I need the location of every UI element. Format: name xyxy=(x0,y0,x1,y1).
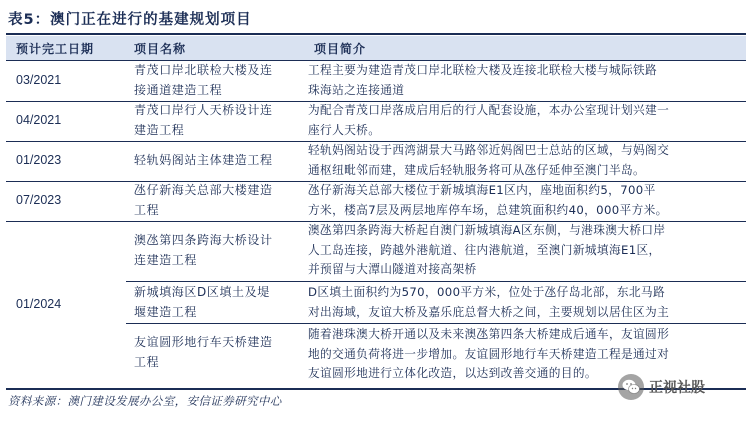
row-divider xyxy=(126,281,746,282)
row-divider xyxy=(126,323,746,324)
row-desc: 氹仔新海关总部大楼位于新城填海E1区内，座地面积约5，700平 方米，楼高7层及两层地库停车场，总建筑面积约40，000平方米。 xyxy=(308,183,668,217)
wechat-icon xyxy=(618,374,644,400)
row-date: 04/2021 xyxy=(16,113,62,127)
table-body xyxy=(6,61,746,387)
row-name: 澳氹第四条跨海大桥设计 连建造工程 xyxy=(134,233,273,267)
row-date: 01/2024 xyxy=(16,297,62,311)
header-desc: 项目简介 xyxy=(314,42,367,56)
source-note: 资料来源：澳门建设发展办公室，安信证券研究中心 xyxy=(8,394,282,408)
table-title: 表5：澳门正在进行的基建规划项目 xyxy=(8,12,252,28)
row-name: 青茂口岸北联检大楼及连 接通道建造工程 xyxy=(134,63,273,97)
row-desc: D区填土面积约为570，000平方米，位处于氹仔岛北部，东北马路 对出海域，友谊大桥及嘉乐庇总督大桥之间，主要规划以居住区为主 xyxy=(308,285,670,319)
row-desc: 澳氹第四条跨海大桥起自澳门新城填海A区东侧，与港珠澳大桥口岸 人工岛连接，跨越外港航道、往内港航道，至澳门新城填海E1区， 并预留与大潭山隧道对接高架桥 xyxy=(308,223,666,276)
row-name: 轻轨妈阁站主体建造工程 xyxy=(134,153,273,167)
row-desc: 为配合青茂口岸落成启用后的行人配套设施，本办公室现计划兴建一 座行人天桥。 xyxy=(308,103,670,137)
header-date: 预计完工日期 xyxy=(16,42,95,56)
watermark xyxy=(618,374,705,400)
row-name: 青茂口岸行人天桥设计连 建造工程 xyxy=(134,103,273,137)
row-name: 新城填海区D区填土及堤 堰建造工程 xyxy=(134,285,270,319)
row-desc: 轻轨妈阁站设于西湾湖景大马路邻近妈阁巴士总站的区域，与妈阁交 通枢纽毗邻而建，建成后轻轨服务将可从氹仔延伸至澳门半岛。 xyxy=(308,143,670,177)
row-desc: 随着港珠澳大桥开通以及未来澳氹第四条大桥建成后通车，友谊圆形 地的交通负荷将进一步增加。友谊圆形地行车天桥建造工程是通过对 友谊圆形地进行立体化改造，以达到改善交通的目的。 xyxy=(308,327,670,380)
title-divider xyxy=(6,33,746,35)
row-date: 01/2023 xyxy=(16,153,62,167)
header-name: 项目名称 xyxy=(134,42,187,56)
row-name: 氹仔新海关总部大楼建造 工程 xyxy=(134,183,273,217)
row-desc: 工程主要为建造青茂口岸北联检大楼及连接北联检大楼与城际铁路 珠海站之连接通道 xyxy=(308,63,658,97)
row-date: 03/2021 xyxy=(16,73,62,87)
row-name: 友谊圆形地行车天桥建造 工程 xyxy=(134,335,273,369)
row-date: 07/2023 xyxy=(16,193,62,207)
watermark-text: 正视社股 xyxy=(649,380,705,396)
table-header xyxy=(6,36,746,60)
